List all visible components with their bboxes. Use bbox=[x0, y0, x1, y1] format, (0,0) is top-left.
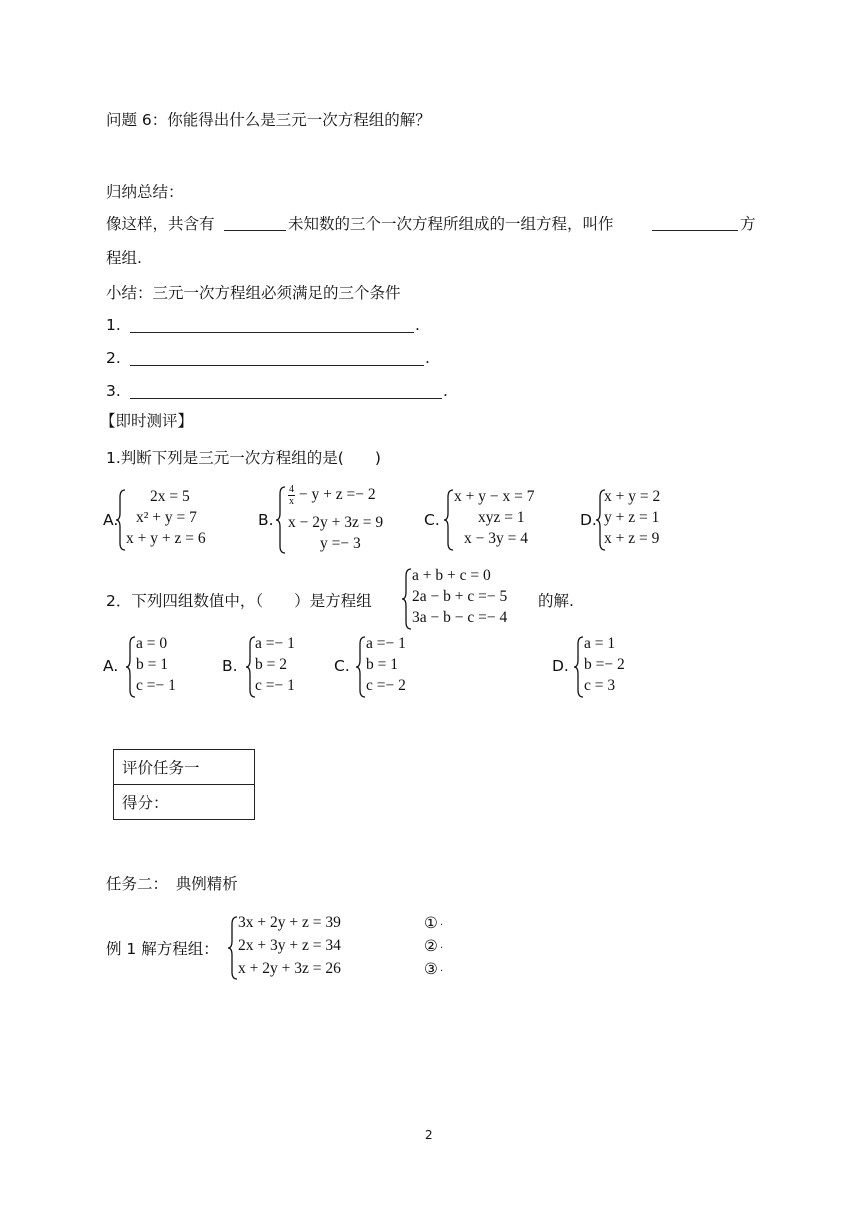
condition-3-number: 3. bbox=[106, 382, 121, 400]
q2-option-b-eq1: a =− 1 bbox=[255, 635, 295, 652]
q1-option-a-eq1: 2x = 5 bbox=[150, 488, 190, 505]
q2-option-d-eq3: c = 3 bbox=[584, 677, 616, 694]
blank-system-name[interactable] bbox=[652, 230, 738, 231]
example-1-label: 例 1 解方程组： bbox=[106, 940, 219, 958]
q1-option-c-eq2: xyz = 1 bbox=[478, 509, 525, 526]
condition-1-blank[interactable] bbox=[130, 332, 414, 333]
q2-system-brace bbox=[402, 568, 412, 630]
condition-2-blank[interactable] bbox=[130, 365, 424, 366]
q2-option-c-label: C. bbox=[334, 657, 350, 675]
q1-option-b-brace bbox=[276, 486, 286, 554]
q2-option-c-eq2: b = 1 bbox=[366, 656, 398, 673]
q1-option-c-eq3: x − 3y = 4 bbox=[464, 530, 528, 547]
q1-option-b-eq2: x − 2y + 3z = 9 bbox=[288, 514, 384, 531]
example-1-mark-2: ② bbox=[424, 937, 438, 955]
q1-option-b-label: B. bbox=[258, 511, 274, 529]
q1-option-b-eq1: $\frac{4}{x}$ − y + z =− 2 bbox=[289, 484, 376, 507]
example-1-dot-1: · bbox=[440, 920, 444, 931]
condition-3-end: . bbox=[443, 382, 448, 400]
example-1-brace bbox=[228, 916, 238, 980]
q2-option-b-eq2: b = 2 bbox=[255, 656, 287, 673]
example-1-eq1: 3x + 2y + z = 39 bbox=[238, 914, 341, 931]
q1-option-a-brace bbox=[116, 489, 126, 551]
q1-option-a-eq2: x² + y = 7 bbox=[136, 509, 197, 526]
q1-option-d-eq2: y + z = 1 bbox=[604, 509, 660, 526]
q2-system-eq1: a + b + c = 0 bbox=[412, 567, 491, 584]
q1-option-c-eq1: x + y − x = 7 bbox=[454, 488, 535, 505]
question-1: 1.判断下列是三元一次方程组的是( ) bbox=[106, 449, 381, 467]
quiz-header: 【即时测评】 bbox=[100, 412, 194, 430]
q2-option-a-eq1: a = 0 bbox=[136, 635, 168, 652]
q1-option-c-label: C. bbox=[424, 511, 440, 529]
q2-option-d-brace bbox=[574, 636, 584, 698]
q2-option-d-eq2: b =− 2 bbox=[584, 656, 625, 673]
question-2-suffix: 的解. bbox=[538, 592, 574, 610]
q2-option-b-label: B. bbox=[222, 657, 238, 675]
example-1-mark-1: ① bbox=[424, 914, 438, 932]
example-1-eq3: x + 2y + 3z = 26 bbox=[238, 960, 341, 977]
summary-title: 归纳总结： bbox=[106, 183, 184, 201]
example-1-mark-3: ③ bbox=[424, 960, 438, 978]
example-1-dot-3: · bbox=[440, 966, 444, 977]
task-2-title: 任务二： 典例精析 bbox=[106, 875, 238, 893]
q1-option-d-eq3: x + z = 9 bbox=[604, 530, 660, 547]
q1-option-a-eq3: x + y + z = 6 bbox=[126, 530, 206, 547]
q2-option-a-eq3: c =− 1 bbox=[136, 677, 176, 694]
summary-line1-b: 未知数的三个一次方程所组成的一组方程，叫作 bbox=[288, 215, 614, 233]
q1-option-c-brace bbox=[444, 489, 454, 551]
q2-system-eq3: 3a − b − c =− 4 bbox=[412, 609, 508, 626]
q2-option-a-label: A. bbox=[103, 657, 119, 675]
q2-option-b-eq3: c =− 1 bbox=[255, 677, 295, 694]
question-6: 问题 6：你能得出什么是三元一次方程组的解？ bbox=[106, 111, 431, 129]
condition-1-end: . bbox=[415, 316, 420, 334]
q2-option-d-eq1: a = 1 bbox=[584, 635, 616, 652]
q1-option-b-eq3: y =− 3 bbox=[320, 535, 361, 552]
q2-option-c-eq3: c =− 2 bbox=[366, 677, 406, 694]
summary-line1-c: 方 bbox=[740, 215, 756, 233]
q1-option-b-fraction: $\frac{4}{x}$ bbox=[289, 484, 294, 507]
q2-option-c-brace bbox=[356, 636, 366, 698]
q2-option-a-brace bbox=[126, 636, 136, 698]
score-field[interactable]: 得分： bbox=[114, 785, 255, 820]
example-1-eq2: 2x + 3y + z = 34 bbox=[238, 937, 341, 954]
summary-line2: 程组. bbox=[106, 249, 142, 267]
evaluation-table bbox=[113, 749, 255, 820]
blank-unknowns[interactable] bbox=[224, 230, 286, 231]
summary-line1-a: 像这样，共含有 bbox=[106, 215, 215, 233]
condition-2-end: . bbox=[425, 349, 430, 367]
q2-option-c-eq1: a =− 1 bbox=[366, 635, 406, 652]
example-1-dot-2: · bbox=[440, 943, 444, 954]
condition-2-number: 2. bbox=[106, 349, 121, 367]
q1-option-d-eq1: x + y = 2 bbox=[604, 488, 661, 505]
q2-option-a-eq2: b = 1 bbox=[136, 656, 168, 673]
page-number: 2 bbox=[425, 1128, 433, 1142]
q1-option-d-label: D. bbox=[580, 511, 597, 529]
q2-option-d-label: D. bbox=[552, 657, 569, 675]
conditions-title: 小结：三元一次方程组必须满足的三个条件 bbox=[106, 284, 401, 302]
condition-1-number: 1. bbox=[106, 316, 121, 334]
condition-3-blank[interactable] bbox=[130, 398, 442, 399]
question-2-prefix: 2．下列四组数值中，（ ）是方程组 bbox=[106, 592, 372, 610]
q1-option-a-label: A. bbox=[103, 511, 119, 529]
q2-system-eq2: 2a − b + c =− 5 bbox=[412, 588, 508, 605]
evaluation-task-label: 评价任务一 bbox=[114, 750, 255, 785]
